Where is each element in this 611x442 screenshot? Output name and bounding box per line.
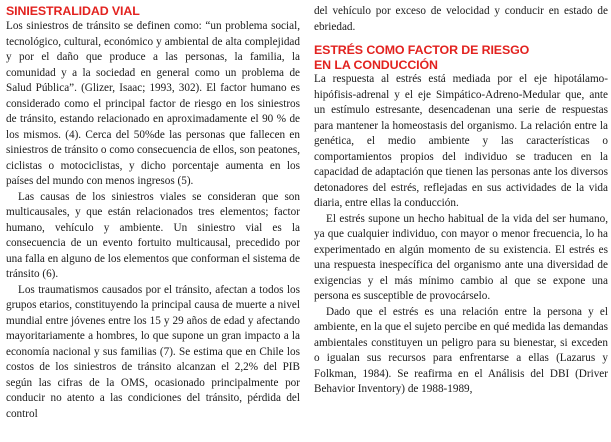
paragraph-stress-relation: Dado que el estrés es una relación entre la persona y el ambiente, en la que el sujeto percibe en qué medida las demandas ambientales constituyen un peligro para su bienestar, si exceden o igualan sus recursos para enfrentarse a ellas (Lazarus y Folkman, 1984). Se reafirma en el Análisis del DBI (Driver Behavior Inventory) de 1988-1989, xyxy=(314,305,608,395)
section-heading-estres-line2: EN LA CONDUCCIÓN xyxy=(314,57,438,72)
paragraph-causes: Las causas de los siniestros viales se consideran que son multicausales, y que están relacionados tres elementos; factor humano, vehículo y ambiente. Un siniestro vial es la consecuencia de un evento fortuito multicausal, precedido por una falla en alguno de los elementos que conforman el sistema de tránsito (6). xyxy=(6,190,300,280)
right-column xyxy=(314,4,608,398)
paragraph-stress-habitual: El estrés supone un hecho habitual de la vida del ser humano, ya que cualquier individuo, con mayor o menor frecuencia, lo ha experimentado en algún momento de su existencia. El estrés es una respuesta inespecífica del organismo ante una diversidad de exigencias y el más mínimo cambio al que se expone una persona es susceptible de provocárselo. xyxy=(314,212,608,302)
section-heading-siniestralidad: SINIESTRALIDAD VIAL xyxy=(6,4,140,18)
paragraph-traumatisms: Los traumatismos causados por el tránsito, afectan a todos los grupos etarios, constituyendo la principal causa de muerte a nivel mundial entre jóvenes entre los 15 y 29 años de edad y afectando mayoritariamente a hombres, lo que supone un gran impacto a la economía nacional y sus familias (7). Se estima que en Chile los costos de los siniestros de tránsito alcanzan el 2,2% del PIB según las cifras de la OMS, ocasionado principalmente por conducir no atento a las condiciones del tránsito, pérdida del control xyxy=(6,283,300,420)
left-column xyxy=(6,4,300,422)
section-heading-estres xyxy=(314,43,608,72)
paragraph-definition: Los siniestros de tránsito se definen como: “un problema social, tecnológico, cultural, económico y ambiental de alta complejidad y por el daño que produce a las personas, la familia, la comunidad y a la sociedad en general como un problema de Salud Pública”. (Glizer, Isaac; 1993, 302). El factor humano es considerado como el principal factor de riesgo en los siniestros de tránsito, estando relacionado en aproximadamente el 90 % de los mismos. (4). Cerca del 50%de las personas que fallecen en siniestros de tránsito o como consecuencia de ellos, son peatones, ciclistas o motociclistas, y dicho porcentaje aumenta en los países del mundo con menos ingresos (5). xyxy=(6,20,300,187)
section-heading-estres-line1: ESTRÉS COMO FACTOR DE RIESGO xyxy=(314,43,530,57)
paragraph-stress-response: La respuesta al estrés está mediada por el eje hipotálamo-hipófisis-adrenal y el eje Simpático-Adreno-Medular que, ante un estímulo estresante, desencadenan una serie de respuestas para mantener la homeostasis del organismo. La relación entre la genética, el medio ambiente y las características o comportamientos propios del individuo se traducen en la capacidad de adaptación que tienen las personas ante los diversos detonadores del estrés, reflejadas en sus actividades de la vida diaria, entre ellas la conducción. xyxy=(314,73,608,209)
paragraph-continuation: del vehículo por exceso de velocidad y conducir en estado de ebriedad. xyxy=(314,5,608,33)
